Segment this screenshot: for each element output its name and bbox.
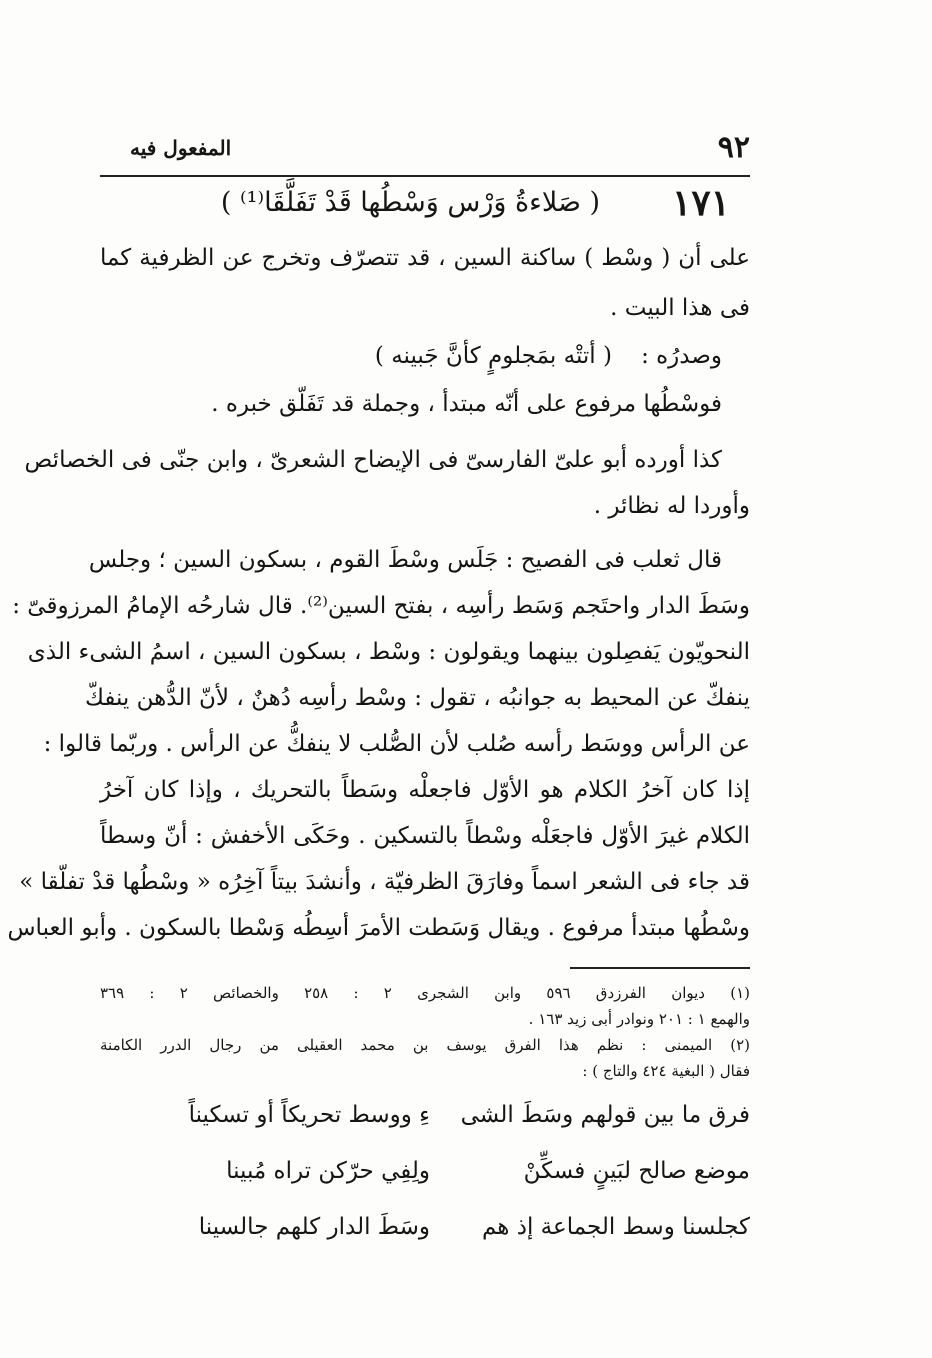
footnote-rule (570, 967, 750, 969)
sadr-label: وصدرُه : (641, 343, 722, 369)
body-line: الكلام غيرَ الأوّل فاجعَلْه وسْطاً بالتسكين . وحَكَى الأخفش : أنّ وسطاً (100, 823, 750, 849)
body-line: فى هذا البيت . (610, 295, 750, 321)
body-line: فوسْطُها مرفوع على أنّه مبتدأ ، وجملة قد تَفَلّق خبره . (211, 391, 722, 417)
sadr-line (100, 336, 750, 382)
page-number: ٩٢ (717, 130, 750, 165)
poem-line (100, 1204, 750, 1254)
header-rule (100, 175, 750, 177)
sadr-text: ( أتتْه بمَجلومٍ كأنَّ جَبينه ) (374, 343, 612, 369)
body-line: ينفكّ عن المحيط به جوانبُه ، تقول : وسْط رأسِه دُهنٌ ، لأنّ الدُّهن ينفكّ (84, 685, 750, 711)
poem-hemistich-second: وسَطَ الدار كلهم جالسينا (198, 1214, 430, 1240)
running-title: المفعول فيه (130, 136, 232, 160)
footnote-line: (١) ديوان الفرزدق ٥٩٦ وابن الشجرى ٢ : ٢٥٨ والخصائص ٢ : ٣٦٩ (100, 984, 751, 1002)
body-line: وأوردا له نظائر . (593, 493, 750, 519)
body-line: عن الرأس ووسَط رأسه صُلب لأن الصُّلب لا ينفكُّ عن الرأس . وربّما قالوا : (43, 731, 750, 757)
verse-citation (100, 178, 750, 228)
body-line: وسْطُها مبتدأ مرفوع . ويقال وَسَطت الأمرَ أسِطُه وَسْطا بالسكون . وأبو العباس (7, 915, 750, 941)
footnote-line: (٢) الميمنى : نظم هذا الفرق يوسف بن محمد العقيلى من رجال الدرر الكامنة (100, 1036, 750, 1054)
body-line: النحويّون يَفصِلون بينهما ويقولون : وسْط ، بسكون السين ، اسمُ الشىء الذى (27, 639, 750, 665)
poem-hemistich-second: ءِ ووسط تحريكاً أو تسكيناً (188, 1102, 430, 1128)
body-line: قال ثعلب فى الفصيح : جَلَس وسْطَ القوم ، بسكون السين ؛ وجلس (88, 547, 722, 573)
poem-hemistich-first: فرق ما بين قولهم وسَطَ الشى (460, 1102, 750, 1128)
body-line: وسَطَ الدار واحتَجم وَسَط رأسِه ، بفتح السين⁽²⁾. قال شارحُه الإمامُ المرزوقىّ : (12, 593, 750, 619)
body-line: على أن ( وسْط ) ساكنة السين ، قد تتصرّف وتخرج عن الظرفية كما (100, 245, 750, 271)
body-line: قد جاء فى الشعر اسماً وفارَقَ الظرفيّة ، وأنشدَ بيتاً آخِرُه « وسْطُها قدْ تفلّقا » (19, 869, 750, 895)
poem-hemistich-first: كجلسنا وسط الجماعة إذ هم (481, 1214, 750, 1240)
poem-line (100, 1148, 750, 1198)
footnote-line: والهمع ١ : ٢٠١ ونوادر أبى زيد ١٦٣ . (528, 1010, 750, 1028)
poem-hemistich-first: موضع صالح لبَينٍ فسكِّنْ (523, 1158, 750, 1184)
body-line: إذا كان آخرُ الكلام هو الأوّل فاجعلْه وسَطاً بالتحريك ، وإذا كان آخرُ (100, 777, 750, 803)
footnote-line: فقال ( البغية ٤٢٤ والتاج ) : (582, 1062, 750, 1080)
verse-text: ( صَلاءةُ وَرْس وَسْطُها قَدْ تَفَلَّقَا⁽¹⁾ ) (220, 187, 600, 218)
verse-number: ١٧١ (671, 182, 730, 224)
page-header (100, 128, 750, 168)
body-line: كذا أورده أبو علىّ الفارسىّ فى الإيضاح الشعرىّ ، وابن جنّى فى الخصائص (24, 447, 722, 473)
document-page (7, 110, 751, 1270)
poem-hemistich-second: ولِفِي حرّكن تراه مُبينا (226, 1158, 430, 1184)
poem-line (100, 1092, 750, 1142)
